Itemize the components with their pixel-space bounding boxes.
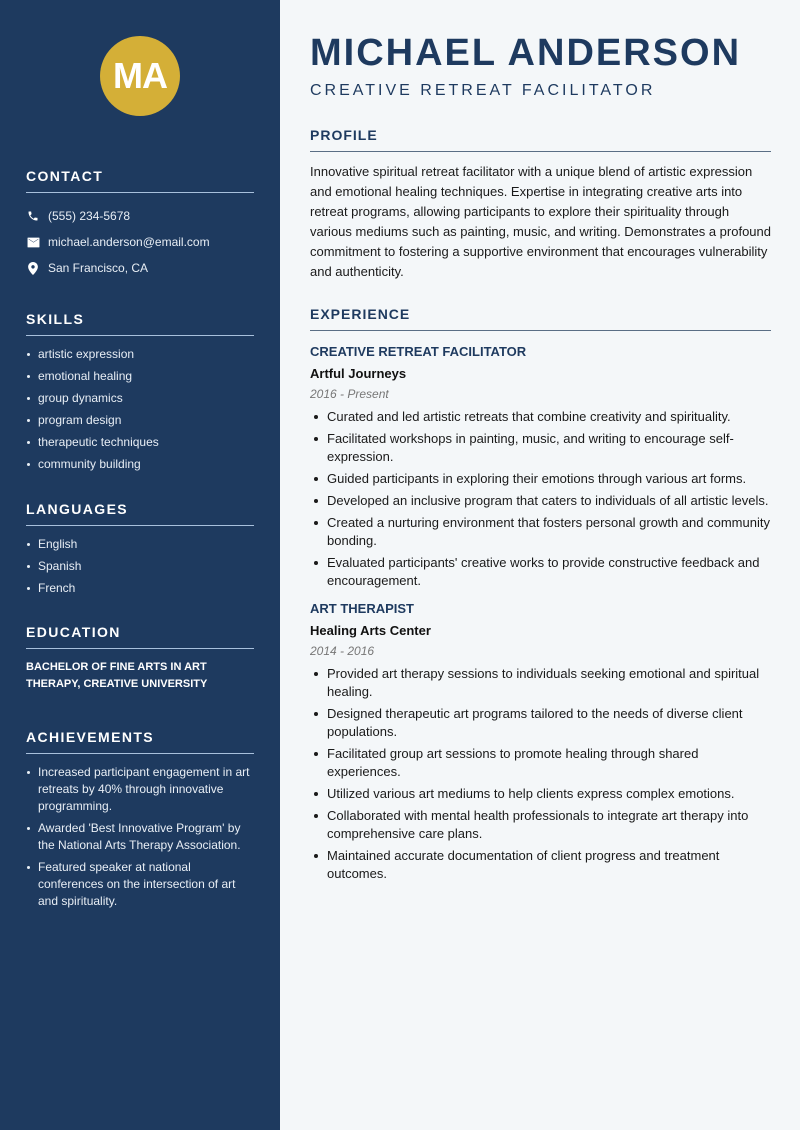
skills-heading: SKILLS [26, 311, 254, 336]
contact-location [26, 255, 254, 281]
job-bullet: Curated and led artistic retreats that combine creativity and spirituality. [310, 408, 771, 426]
skills-section [26, 311, 254, 473]
experience-heading: EXPERIENCE [310, 306, 771, 331]
contact-heading: CONTACT [26, 168, 254, 193]
location-pin-icon [26, 261, 40, 275]
email-text: michael.anderson@email.com [48, 235, 210, 249]
achievements-list [26, 764, 254, 910]
job-bullet: Collaborated with mental health professionals to integrate art therapy into comprehensive care plans. [310, 807, 771, 843]
languages-heading: LANGUAGES [26, 501, 254, 526]
language-item: Spanish [26, 558, 254, 575]
job-bullet: Maintained accurate documentation of client progress and treatment outcomes. [310, 847, 771, 883]
skills-list [26, 346, 254, 473]
achievement-item: Featured speaker at national conferences on the intersection of art and spirituality. [26, 859, 254, 910]
language-item: English [26, 536, 254, 553]
job-entry [310, 343, 771, 590]
avatar [100, 36, 180, 116]
experience-section [310, 306, 771, 883]
job-entry [310, 600, 771, 883]
sidebar [0, 0, 280, 1130]
profile-text: Innovative spiritual retreat facilitator with a unique blend of artistic expression and emotional healing techniques. Expertise in integrating creative arts into retreat programs, allowing participants to explore their spirituality through various mediums such as painting, music, and writing. Demonstrates a profound commitment to fostering a supportive environment that encourages vulnerability and authenticity. [310, 164, 771, 279]
job-bullets [310, 408, 771, 590]
job-title: ART THERAPIST [310, 601, 414, 616]
phone-text: (555) 234-5678 [48, 209, 131, 223]
profile-section [310, 127, 771, 282]
skill-item: emotional healing [26, 368, 254, 385]
phone-icon [26, 209, 40, 223]
candidate-name: MICHAEL ANDERSON [310, 32, 742, 74]
job-title-header: CREATIVE RETREAT FACILITATOR [310, 82, 656, 99]
contact-email [26, 229, 254, 255]
languages-list [26, 536, 254, 597]
avatar-initials: MA [113, 55, 167, 96]
skill-item: program design [26, 412, 254, 429]
languages-section [26, 501, 254, 597]
skill-item: group dynamics [26, 390, 254, 407]
language-item: French [26, 580, 254, 597]
education-heading: EDUCATION [26, 624, 254, 649]
main-content [280, 0, 800, 1130]
job-bullet: Developed an inclusive program that caters to individuals of all artistic levels. [310, 492, 771, 510]
email-icon [26, 235, 40, 249]
achievement-item: Increased participant engagement in art retreats by 40% through innovative programming. [26, 764, 254, 815]
profile-heading: PROFILE [310, 127, 771, 152]
achievements-heading: ACHIEVEMENTS [26, 729, 254, 754]
job-bullet: Utilized various art mediums to help clients express complex emotions. [310, 785, 771, 803]
job-bullet: Facilitated group art sessions to promote healing through shared experiences. [310, 745, 771, 781]
education-section [26, 624, 254, 693]
job-dates: 2014 - 2016 [310, 644, 375, 658]
contact-phone [26, 203, 254, 229]
skill-item: artistic expression [26, 346, 254, 363]
job-bullet: Guided participants in exploring their emotions through various art forms. [310, 470, 771, 488]
job-title: CREATIVE RETREAT FACILITATOR [310, 344, 527, 359]
skill-item: community building [26, 456, 254, 473]
job-bullets [310, 665, 771, 883]
job-company: Healing Arts Center [310, 623, 431, 638]
job-bullet: Provided art therapy sessions to individuals seeking emotional and spiritual healing. [310, 665, 771, 701]
achievements-section [26, 729, 254, 910]
job-bullet: Evaluated participants' creative works to provide constructive feedback and encouragement. [310, 554, 771, 590]
skill-item: therapeutic techniques [26, 434, 254, 451]
achievement-item: Awarded 'Best Innovative Program' by the National Arts Therapy Association. [26, 820, 254, 854]
job-dates: 2016 - Present [310, 387, 389, 401]
job-company: Artful Journeys [310, 366, 407, 381]
job-bullet: Designed therapeutic art programs tailored to the needs of diverse client populations. [310, 705, 771, 741]
education-degree: BACHELOR OF FINE ARTS IN ART THERAPY, CREATIVE UNIVERSITY [26, 661, 208, 690]
contact-section [26, 168, 254, 281]
job-bullet: Facilitated workshops in painting, music, and writing to encourage self-expression. [310, 430, 771, 466]
job-bullet: Created a nurturing environment that fosters personal growth and community bonding. [310, 514, 771, 550]
location-text: San Francisco, CA [48, 261, 149, 275]
